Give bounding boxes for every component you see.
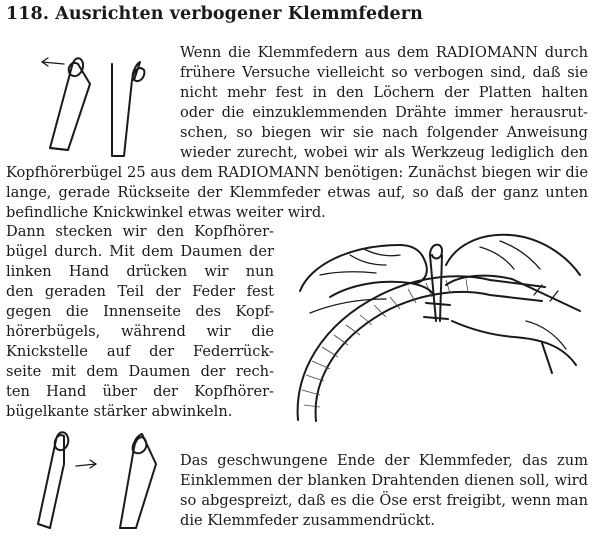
para1-line: nicht mehr fest in den Löchern der Platten halten [180,84,588,101]
para2-line: ten Hand über der Kopfhörer- [6,383,274,400]
para2-line: bügelkante stärker abwinkeln. [6,403,233,420]
para1-line: oder die einzuklemmenden Drähte immer herausrut- [180,104,588,121]
para3-line: Das geschwungene Ende der Klemmfeder, das zum [180,452,588,469]
section-title: 118. Ausrichten verbogener Klemmfedern [6,4,423,24]
para2-line: Knickstelle auf der Federrück- [6,343,274,360]
hands-headband-illustration [290,225,590,425]
para2-line: bügel durch. Mit dem Daumen der [6,243,274,260]
para1-line: lange, gerade Rückseite der Klemmfeder etwas auf, so daß der ganz unten [6,184,588,201]
para3-line: die Klemmfeder zusammendrückt. [180,512,436,529]
para1-line: Kopfhörerbügel 25 aus dem RADIOMANN benötigen: Zunächst biegen wir die [6,164,588,181]
para2-line: hörerbügels, während wir die [6,323,274,340]
para2-line: linken Hand drücken wir nun [6,263,274,280]
para1-line: frühere Versuche vielleicht so verbogen sind, daß sie [180,64,588,81]
para1-line: Wenn die Klemmfedern aus dem RADIOMANN durch [180,44,588,61]
para2-line: seite mit dem Daumen der rech- [6,363,274,380]
para2-line: Dann stecken wir den Kopfhörer- [6,223,274,240]
para2-line: gegen die Innenseite des Kopf- [6,303,274,320]
para3-line: so abgespreizt, daß es die Öse erst freigibt, wenn man [180,492,588,509]
para1-line: schen, so biegen wir sie nach folgender Anweisung [180,124,588,141]
para3-line: Einklemmen der blanken Drahtenden dienen soll, wird [180,472,588,489]
spring-illustration-top [28,50,178,170]
spring-illustration-bottom [30,424,170,534]
para2-line: den geraden Teil der Feder fest [6,283,274,300]
para1-line: wieder zurecht, wobei wir als Werkzeug lediglich den [180,144,588,161]
para1-line: befindliche Knickwinkel etwas weiter wird. [6,204,326,221]
